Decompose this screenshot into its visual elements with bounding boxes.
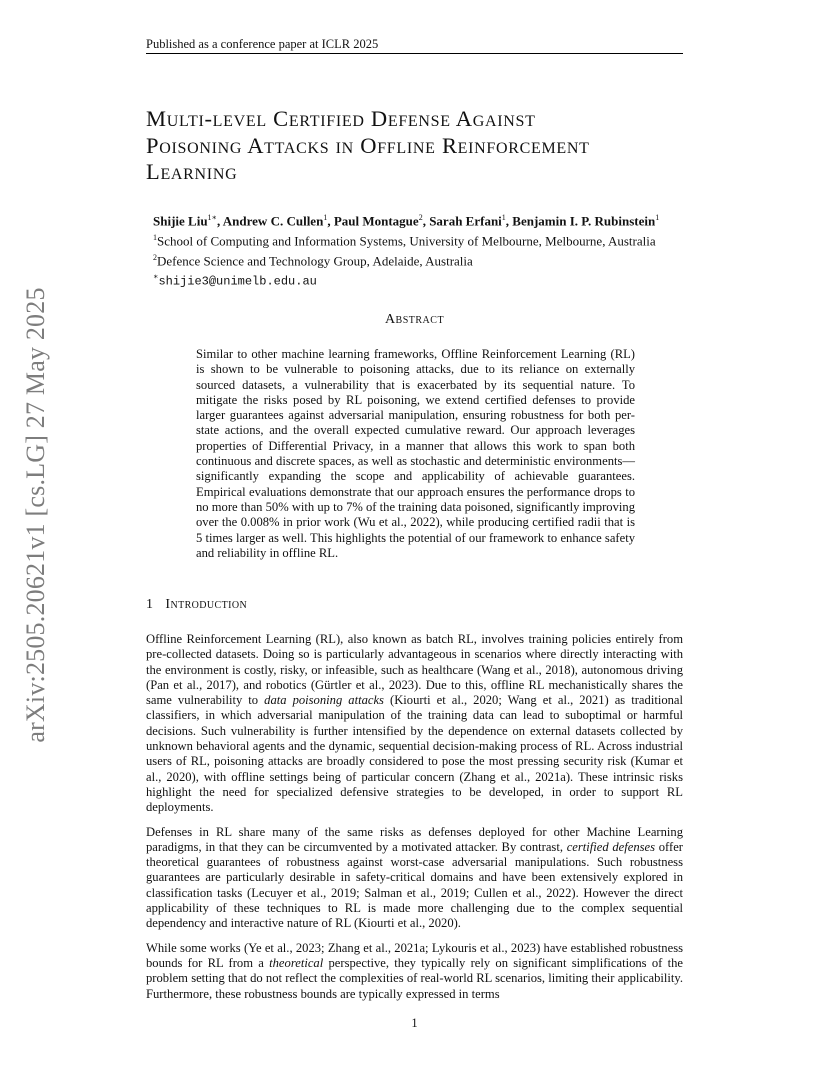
author-name: Sarah Erfani [429,213,502,229]
arxiv-identifier: arXiv:2505.20621v1 [cs.LG] 27 May 2025 [21,287,50,743]
paper-title [146,106,706,186]
affiliation [153,250,713,270]
title-line: Multi-level Certified Defense Against [146,106,536,131]
title-line: Learning [146,159,238,184]
running-head: Published as a conference paper at ICLR 2025 [146,36,683,54]
section-heading [146,597,247,613]
section-title: Introduction [165,597,248,612]
text-run: (Kiourti et al., 2020; Wang et al., 2021) as traditional classifiers, in which adversarial manipulation of the training data can lead to suboptimal or harmful decisions. Such vulnerability is further intensified by the dependence on external datasets collected by unknown behavioral agents and the dynamic, sequential decision-making process of RL. Across industrial users of RL, poisoning attacks are broadly considered to pose the most pressing security risk (Kumar et al., 2020), with offline settings being of particular concern (Zhang et al., 2021a). These intrinsic risks highlight the need for specialized defensive strategies to be developed, in order to support RL deployments. [146,693,683,815]
author-name: Andrew C. Cullen [222,213,324,229]
email-mark: ∗ [153,272,159,282]
author-mark: 1 [655,213,660,222]
paragraph [146,941,683,1002]
author-mark: 1 [501,213,506,222]
abstract-text: Similar to other machine learning frameworks, Offline Reinforcement Learning (RL) is shown to be vulnerable to poisoning attacks, due to its reliance on externally sourced datasets, a vulnerability that is exacerbated by its sequential nature. To mitigate the risks posed by RL poisoning, we extend certified defenses to provide larger guarantees against adversarial manipulation, ensuring robustness for both per-state actions, and the overall expected cumulative reward. Our approach leverages properties of Differential Privacy, in a manner that allows this work to span both continuous and discrete spaces, as well as stochastic and deterministic environments—significantly expanding the scope and applicability of achievable guarantees. Empirical evaluations demonstrate that our approach ensures the performance drops to no more than 50% with up to 7% of the training data poisoned, significantly improving over the 0.008% in prior work (Wu et al., 2022), while producing certified radii that is 5 times larger as well. This highlights the potential of our framework to enhance safety and reliability in offline RL. [196,347,635,560]
author-mark: 1∗ [207,213,217,222]
abstract-heading: Abstract [384,312,445,327]
emphasized-text: theoretical [269,955,324,970]
author-list: Shijie Liu$^{1∗}$, Andrew C. Cullen$^1$, Paul Montague$^2$, Sarah Erfani$^1$, Benjamin I. P. Rubinstein$^1$ [153,213,660,229]
text-run: Offline Reinforcement Learning (RL), also known as batch RL, involves training policies entirely from pre-collected datasets. Doing so is particularly advantageous in scenarios where directly interacting with the environment is costly, risky, or infeasible, such as healthcare (Wang et al., 2018), autonomous driving (Pan et al., 2017), and robotics (Gürtler et al., 2023). Due to this, offline RL mechanistically shares the same vulnerability to [146,632,683,708]
email-address[interactable]: shijie3@unimelb.edu.au [158,274,317,289]
affiliation-text: Defence Science and Technology Group, Adelaide, Australia [157,252,473,268]
affiliation [153,230,713,250]
emphasized-text: data poisoning attacks [264,693,384,708]
email-line [153,269,713,290]
affiliation-mark: 1 [153,232,157,242]
paragraph [146,825,683,932]
author-mark: 1 [323,213,328,222]
text-run: offer theoretical guarantees of robustness against worst-case adversarial manipulations. Such robustness guarantees are particularly desirable in safety-critical domains and have been extensively explored in classification tasks (Lecuyer et al., 2019; Salman et al., 2019; Cullen et al., 2022). However the direct applicability of these techniques to RL is made more challenging due to the complex sequential dependency and interactive nature of RL (Kiourti et al., 2020). [146,839,684,931]
paragraph [146,632,683,816]
affiliation-text: School of Computing and Information Systems, University of Melbourne, Melbourne, Australia [157,233,656,249]
section-number: 1 [146,597,154,612]
author-mark: 2 [418,213,423,222]
introduction-body [146,632,683,1011]
affiliation-mark: 2 [153,252,157,262]
author-name: Paul Montague [333,213,419,229]
text-run: perspective, they typically rely on significant simplifications of the problem setting that do not reflect the complexities of real-world RL scenarios, limiting their applicability. Furthermore, these robustness bounds are typically expressed in terms [146,955,683,1001]
title-line: Poisoning Attacks in Offline Reinforcement [146,132,590,158]
text-run: Defenses in RL share many of the same risks as defenses deployed for other Machine Learning paradigms, in that they can be circumvented by a motivated attacker. By contrast, [146,824,683,854]
page-number: 1 [411,1016,418,1030]
author-name: Shijie Liu [153,213,208,229]
author-block [153,210,713,290]
text-run: While some works (Ye et al., 2023; Zhang et al., 2021a; Lykouris et al., 2023) have established robustness bounds for RL from a [146,940,683,970]
emphasized-text: certified defenses [566,839,656,854]
author-name: Benjamin I. P. Rubinstein [512,213,656,229]
